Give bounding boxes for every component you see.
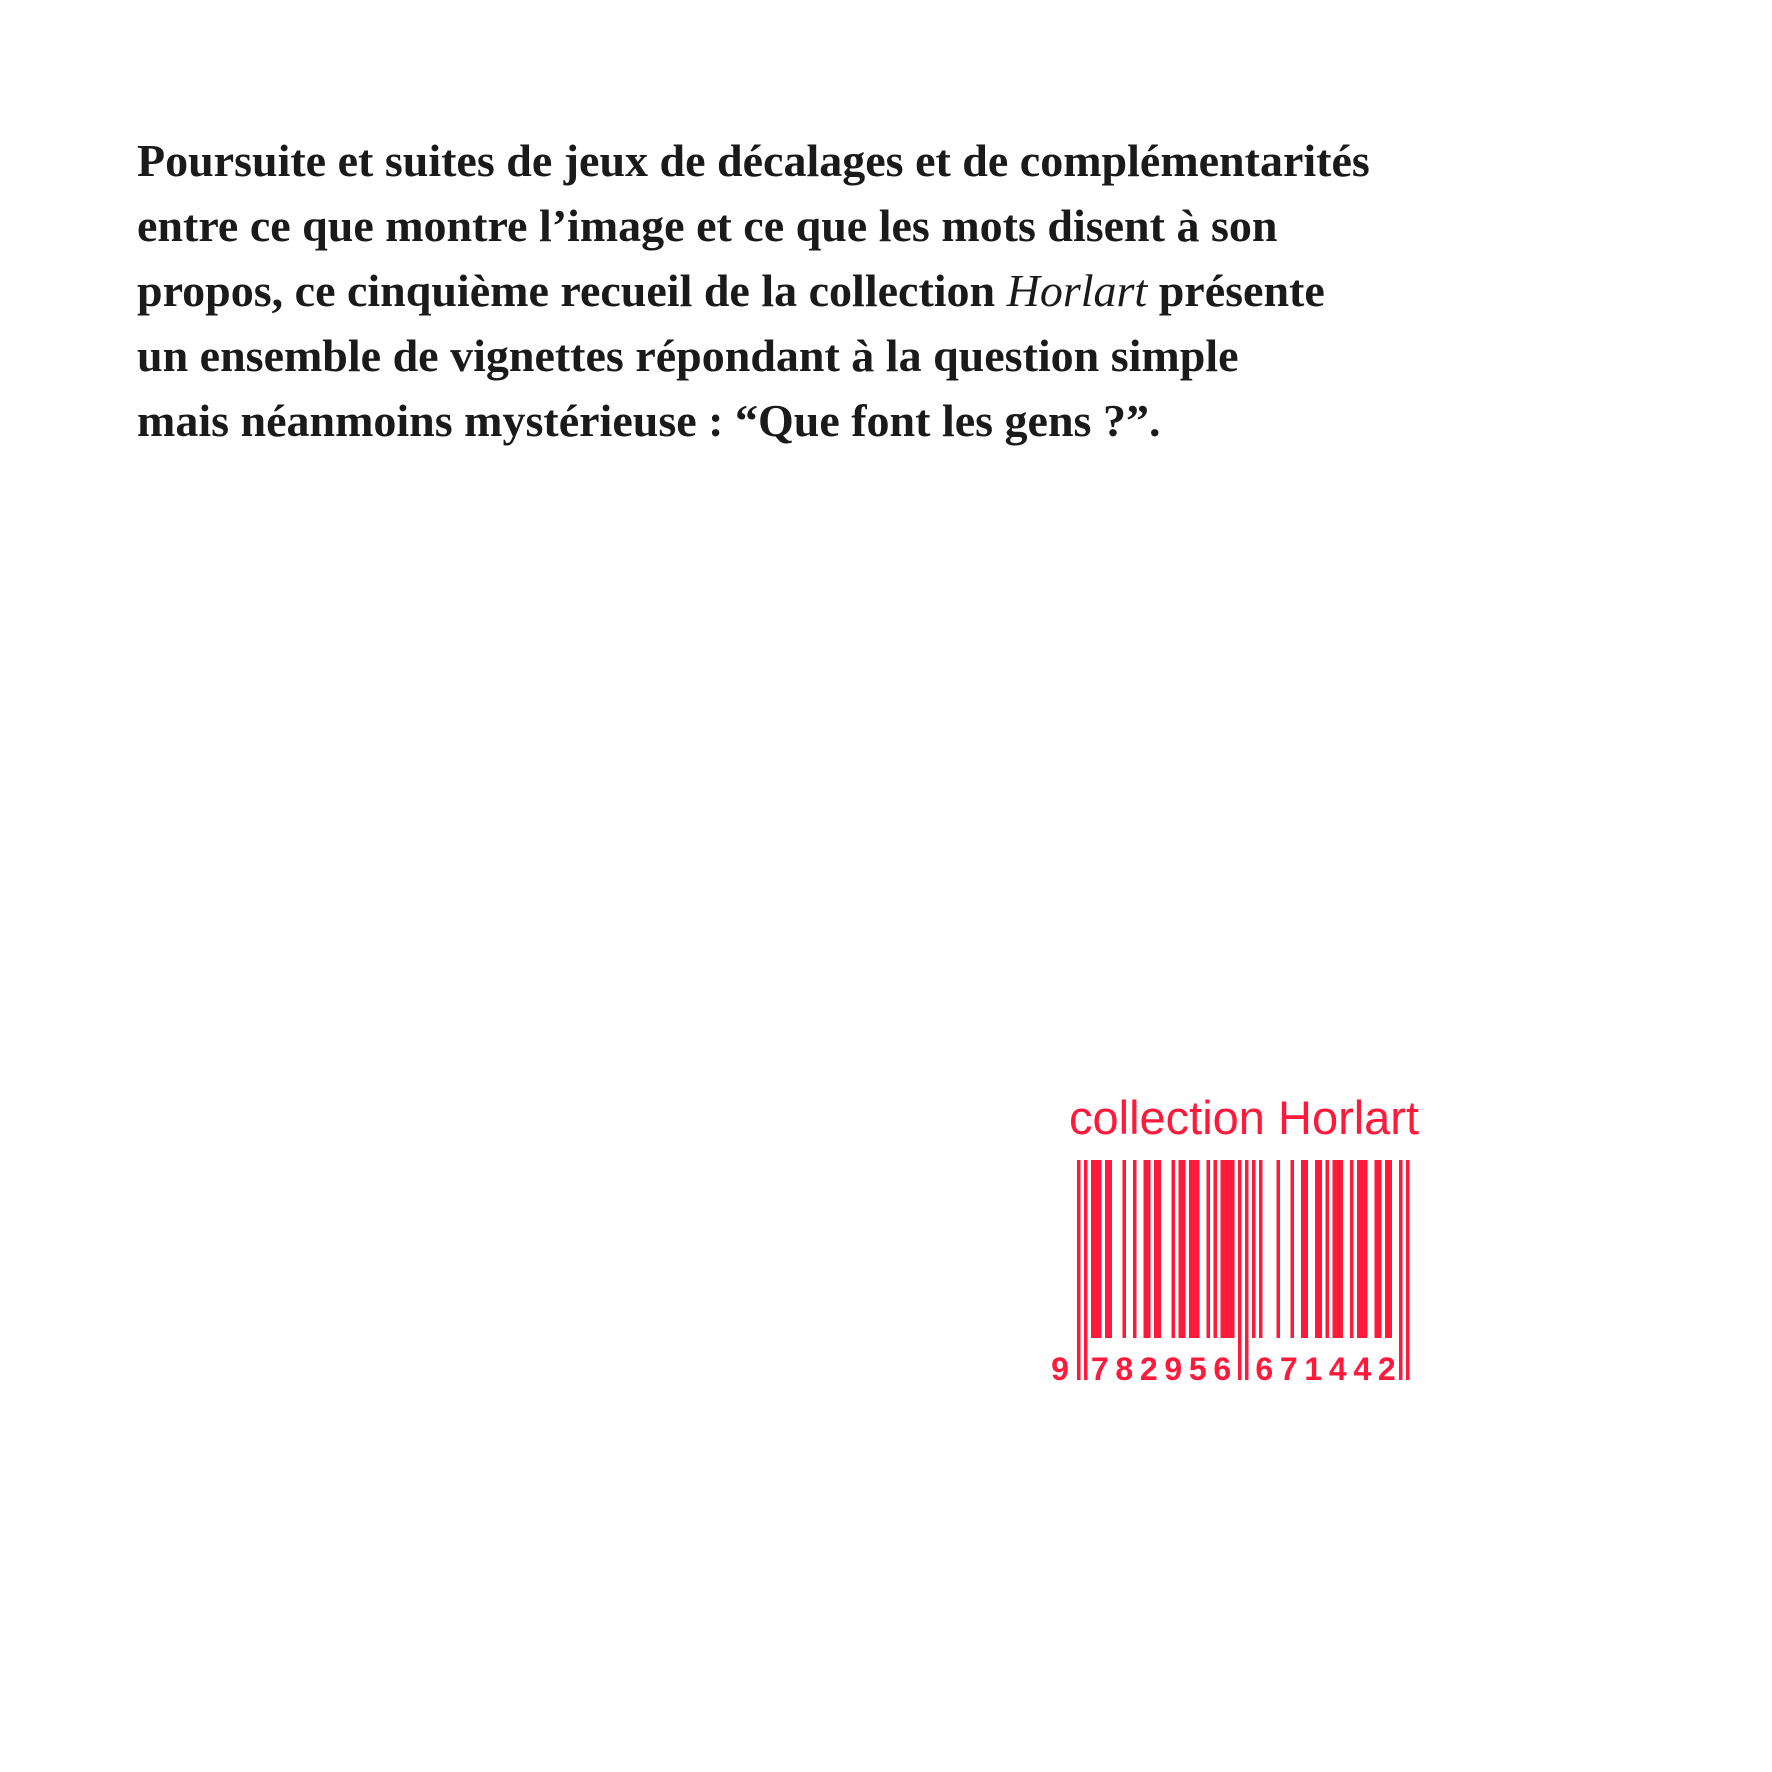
- barcode-guard-bar: [1399, 1160, 1403, 1380]
- collection-title-italic: Horlart: [1006, 265, 1148, 316]
- barcode-bar: [1350, 1160, 1354, 1338]
- barcode-bar: [1357, 1160, 1368, 1338]
- barcode-digit: 6: [1255, 1351, 1274, 1387]
- blurb-line-1: Poursuite et suites de jeux de décalages et de complémentarités: [137, 135, 1370, 186]
- barcode-bar: [1252, 1160, 1256, 1338]
- barcode-bar: [1259, 1160, 1263, 1338]
- barcode-digit: 2: [1139, 1351, 1158, 1387]
- barcode-digit: 1: [1304, 1351, 1323, 1387]
- barcode-digit: 9: [1164, 1351, 1183, 1387]
- barcode-bar: [1123, 1160, 1127, 1338]
- barcode-bar: [1291, 1160, 1295, 1338]
- barcode-bar: [1315, 1160, 1322, 1338]
- collection-label: collection Horlart: [1069, 1091, 1420, 1144]
- barcode-bar: [1301, 1160, 1308, 1338]
- barcode-digit: 6: [1213, 1351, 1232, 1387]
- barcode-guard-bar: [1084, 1160, 1088, 1380]
- barcode-bar: [1189, 1160, 1200, 1338]
- barcode-digit: 2: [1377, 1351, 1396, 1387]
- barcode-bar: [1375, 1160, 1382, 1338]
- barcode-bar: [1105, 1160, 1112, 1338]
- barcode-bar: [1214, 1160, 1218, 1338]
- barcode-bar: [1172, 1160, 1176, 1338]
- barcode-bar: [1179, 1160, 1186, 1338]
- barcode-bar: [1091, 1160, 1102, 1338]
- barcode-digit: 4: [1328, 1351, 1347, 1387]
- barcode-digit: 5: [1188, 1351, 1207, 1387]
- barcode-bar: [1277, 1160, 1281, 1338]
- barcode-digit: 7: [1279, 1351, 1298, 1387]
- barcode-guard-bar: [1245, 1160, 1249, 1380]
- blurb-line-4: un ensemble de vignettes répondant à la question simple: [137, 330, 1239, 381]
- barcode-digit: 8: [1115, 1351, 1134, 1387]
- isbn-barcode-block: [1050, 1090, 1490, 1390]
- barcode-guard-bar: [1077, 1160, 1081, 1380]
- barcode-digit: 7: [1090, 1351, 1109, 1387]
- blurb-line-3-start: propos, ce cinquième recueil de la collection: [137, 265, 1007, 316]
- barcode-bar: [1385, 1160, 1392, 1338]
- barcode-digit: 9: [1051, 1351, 1069, 1387]
- barcode-digit: 4: [1353, 1351, 1372, 1387]
- blurb-line-3: [137, 258, 1657, 323]
- blurb-line-5: mais néanmoins mystérieuse : “Que font les gens ?”.: [137, 395, 1161, 446]
- blurb-line-3-end: présente: [1147, 265, 1325, 316]
- back-cover-blurb: [137, 128, 1657, 453]
- barcode-bar: [1326, 1160, 1330, 1338]
- barcode-guard-bar: [1406, 1160, 1410, 1380]
- barcode-bar: [1333, 1160, 1344, 1338]
- barcode-guard-bar: [1238, 1160, 1242, 1380]
- barcode-bar: [1133, 1160, 1137, 1338]
- barcode-bar: [1207, 1160, 1211, 1338]
- barcode-bar: [1144, 1160, 1151, 1338]
- blurb-line-2: entre ce que montre l’image et ce que les mots disent à son: [137, 200, 1278, 251]
- barcode-bar: [1154, 1160, 1161, 1338]
- barcode-bar: [1221, 1160, 1235, 1338]
- ean13-barcode: [1050, 1160, 1490, 1390]
